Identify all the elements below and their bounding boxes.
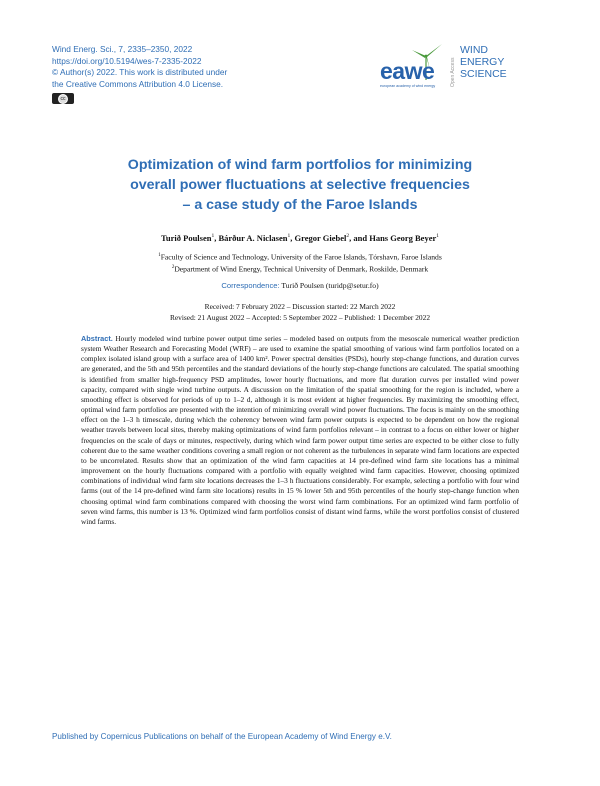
author-affil-sup: 2: [346, 233, 350, 240]
journal-name-line: SCIENCE: [460, 68, 507, 80]
citation-line: © Author(s) 2022. This work is distributed under: [52, 67, 228, 78]
author-name: Bárður A. Niclasen: [218, 233, 288, 243]
affiliations: [0, 251, 600, 275]
author-separator: , and: [349, 233, 370, 243]
abstract-text: Hourly modeled wind turbine power output time series – modeled based on outputs from the mesoscale numerical weather prediction system Weather Research and Forecasting Model (WRF) – are used to examine the spatial smoothing of various wind farm portfolios located on a complex isolated island group with a surface area of 1400 km². Power spectral densities (PSDs), hourly step-change functions, and duration curves are generated, and the 5th and 95th percentiles and the standard deviations of the hourly step-change functions are calculated. The spatial smoothing is identified from smaller high-frequency PSD amplitudes, lower hourly fluctuations, and more flat duration curves per installed wind power capacity, compared with single wind turbine outputs. A discussion on the limitation of the spatial smoothing for the region is included, where a smoothing effect is observed for periods of up to 1–2 d, although it is most evident at higher frequencies. By maximizing the smoothing effect, optimal wind farm portfolios are presented with the intention of minimizing overall wind power fluctuations. The focus is mainly on the smoothing effect on the 1–3 h timescale, during which the coherency between wind farm power outputs is expected to be dependent on how the regional weather travels between local sites, thereby making optimizations of wind farm portfolios relevant – in contrast to a focus on either lower or higher frequencies on the scale of days or minutes, respectively, during which wind farm power output time series are expected to be either close to fully coherent due to the same weather conditions covering a small region or not coherent as the turbulences in separate wind farm locations are expected to be uncorrelated. Results show that an optimization of the wind farm capacities at 14 pre-defined wind farm site locations has a minimal improvement on the hourly fluctuations compared with a portfolio with equally weighted wind farm capacities. However, choosing optimized combinations of individual wind farm site locations decreases the 1–3 h fluctuations considerably. For example, selecting a portfolio with four wind farms (out of the 14 pre-defined wind farm site locations) results in 15 % lower 5th and 95th percentiles of the hourly step-change function when choosing optimal wind farm combinations compared with choosing the worst wind farm combinations. For an optimized wind farm portfolio of seven wind farms, this number is 13 %. Optimized wind farm portfolios consist of distant wind farms, while the worst portfolios consist of clustered wind farms.: [81, 334, 519, 526]
citation-block: [52, 44, 227, 90]
open-access-label: Open Access: [450, 57, 456, 87]
license-link[interactable]: the Creative Commons Attribution 4.0 License.: [52, 78, 224, 89]
doi-link[interactable]: https://doi.org/10.5194/wes-7-2335-2022: [52, 55, 202, 66]
abstract-label: Abstract.: [81, 334, 113, 343]
publication-dates: [0, 302, 600, 323]
publisher-footer[interactable]: Published by Copernicus Publications on behalf of the European Academy of Wind Energy e.V.: [52, 732, 392, 741]
citation-line: Wind Energ. Sci., 7, 2335–2350, 2022: [52, 44, 193, 54]
author-affil-sup: 1: [211, 233, 215, 240]
title-line: – a case study of the Faroe Islands: [182, 197, 418, 213]
author-name: Turið Poulsen: [161, 233, 212, 243]
affiliation: [0, 251, 600, 263]
author-separator: ,: [214, 233, 219, 243]
affiliation-number: 1: [158, 253, 161, 258]
journal-name: [460, 44, 520, 80]
affiliation-text: Faculty of Science and Technology, University of the Faroe Islands, Tórshavn, Faroe Islands: [160, 252, 442, 262]
cc-by-badge-icon[interactable]: cc: [52, 93, 74, 104]
journal-name-line: ENERGY: [460, 56, 505, 68]
dates-line: Revised: 21 August 2022 – Accepted: 5 September 2022 – Published: 1 December 2022: [169, 312, 431, 322]
affiliation-text: Department of Wind Energy, Technical University of Denmark, Roskilde, Denmark: [174, 264, 429, 274]
author-affil-sup: 1: [436, 233, 439, 240]
author-name: Hans Georg Beyer: [369, 233, 437, 243]
affiliation-number: 2: [171, 265, 175, 271]
author-name: Gregor Giebel: [294, 233, 347, 243]
author-separator: ,: [290, 233, 295, 243]
affiliation: [0, 263, 600, 275]
author-list: [0, 233, 600, 243]
journal-header: [52, 44, 548, 110]
correspondence-label: Correspondence:: [221, 281, 280, 290]
paper-title: [60, 155, 540, 215]
dates-line: Received: 7 February 2022 – Discussion started: 22 March 2022: [204, 302, 396, 311]
title-line: Optimization of wind farm portfolios for minimizing: [127, 157, 473, 173]
abstract: [81, 334, 519, 527]
eawe-subtitle: european academy of wind energy: [380, 84, 436, 88]
journal-name-line: WIND: [460, 44, 488, 56]
author-affil-sup: 1: [287, 233, 291, 240]
correspondence: [0, 281, 600, 290]
journal-logo: [348, 44, 508, 100]
title-line: overall power fluctuations at selective frequencies: [130, 177, 470, 193]
eawe-logo-text: eawe: [380, 58, 435, 84]
correspondence-email[interactable]: Turið Poulsen (turidp@setur.fo): [281, 281, 379, 290]
